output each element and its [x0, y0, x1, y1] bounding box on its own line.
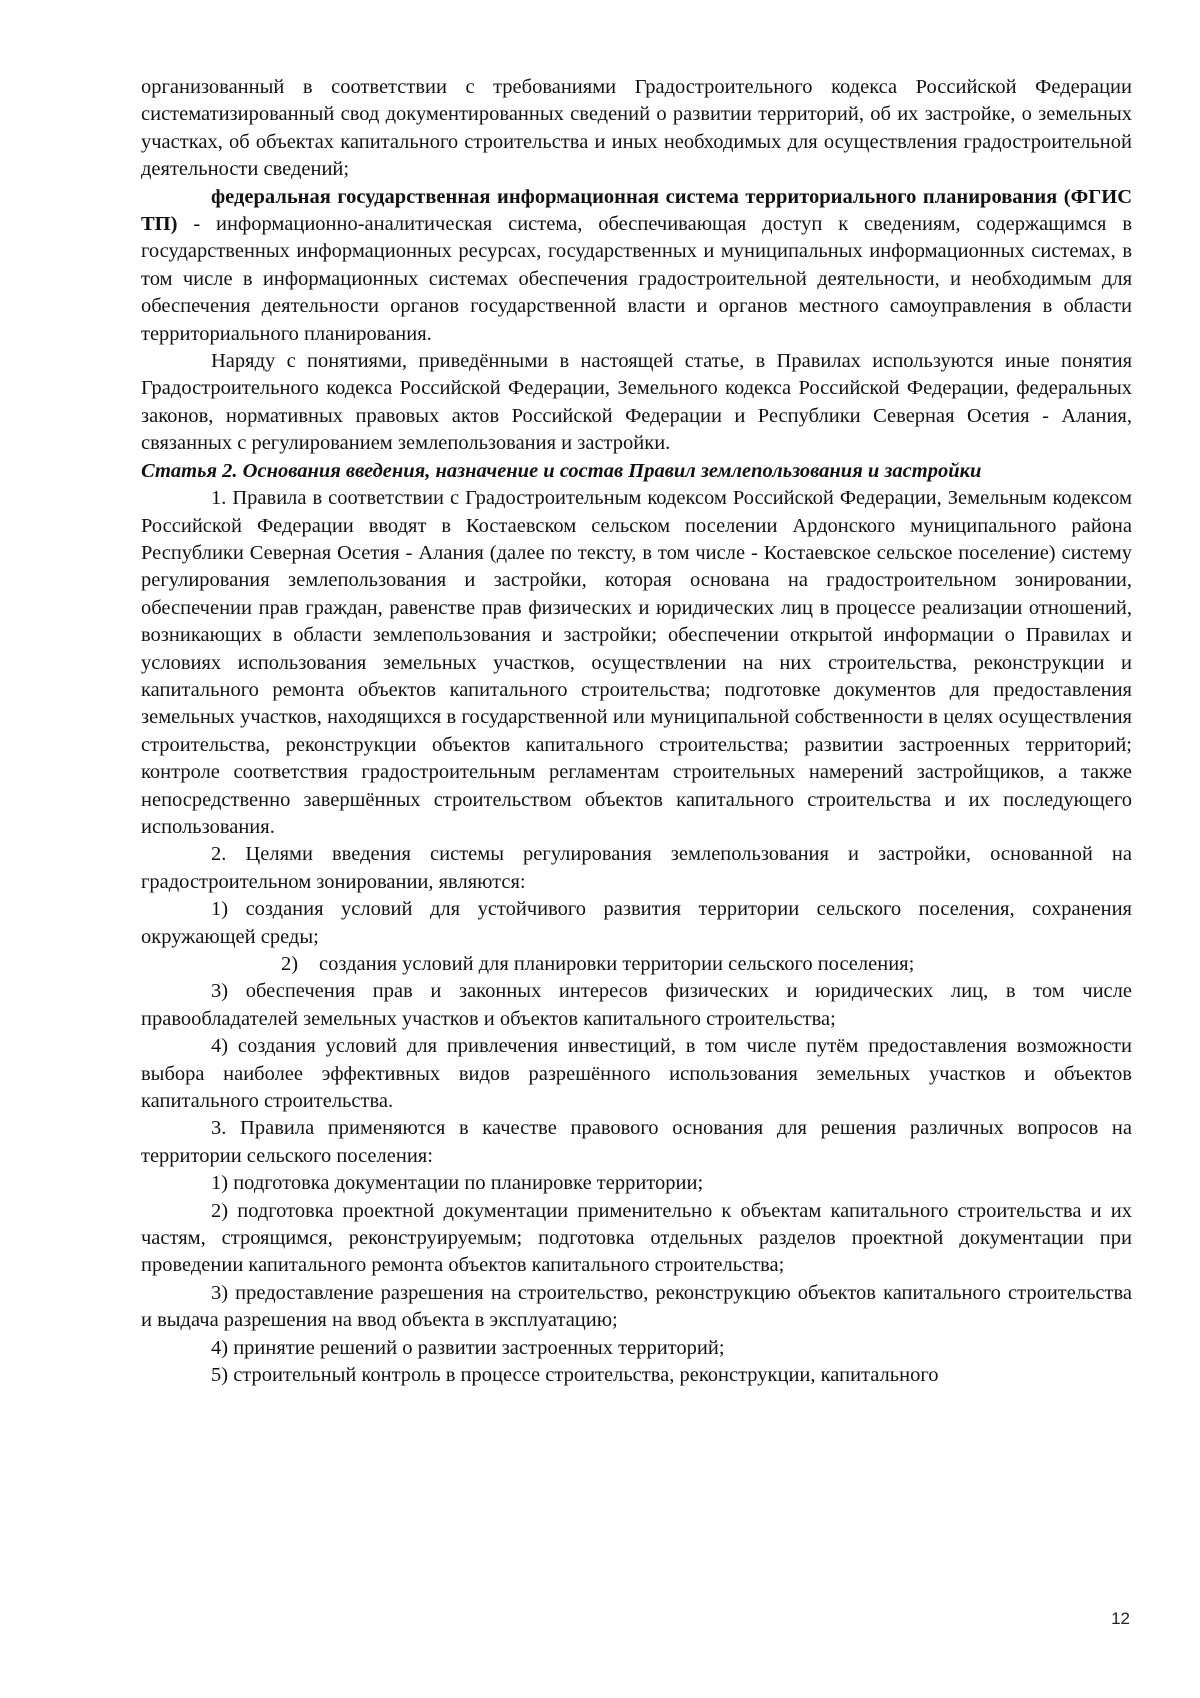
paragraph-other-concepts: Наряду с понятиями, приведёнными в настоящей статье, в Правилах используются иные понятия Градостроительного кодекса Российской Федерации, Земельного кодекса Российской Федерации, федеральных законов, нормативных правовых актов Российской Федерации и Республики Северная Осетия - Алания, связанных с регулированием землепользования и застройки.	[141, 350, 1132, 455]
document-page	[141, 74, 1132, 1390]
article-heading: Статья 2. Основания введения, назначение и состав Правил землепользования и застройки	[141, 459, 982, 482]
goal-item-3: 3) обеспечения прав и законных интересов физических и юридических лиц, в том числе правообладателей земельных участков и объектов капитального строительства;	[141, 980, 1132, 1030]
use-item-3: 3) предоставление разрешения на строительство, реконструкцию объектов капитального строительства и выдача разрешения на ввод объекта в эксплуатацию;	[141, 1281, 1132, 1332]
use-item-5: 5) строительный контроль в процессе строительства, реконструкции, капитального	[211, 1364, 939, 1387]
use-item-1: 1) подготовка документации по планировке территории;	[211, 1172, 704, 1195]
paragraph-registry-continuation: организованный в соответствии с требованиями Градостроительного кодекса Российской Федерации систематизированный свод документированных сведений о развитии территорий, об их застройке, о земельных участках, об объектах капитального строительства и иных необходимых для осуществления градостроительной деятельности сведений;	[141, 76, 1132, 181]
paragraph-3: 3. Правила применяются в качестве правового основания для решения различных вопросов на территории сельского поселения:	[141, 1117, 1132, 1167]
paragraph-2: 2. Целями введения системы регулирования землепользования и застройки, основанной на градостроительном зонировании, являются:	[141, 843, 1132, 893]
paragraph-fgis-definition	[141, 184, 1132, 348]
use-item-4: 4) принятие решений о развитии застроенных территорий;	[211, 1336, 725, 1359]
goal-item-2	[141, 951, 1132, 978]
goal-item-4: 4) создания условий для привлечения инвестиций, в том числе путём предоставления возможности выбора наиболее эффективных видов разрешённого использования земельных участков и объектов капитального строительства.	[141, 1035, 1132, 1113]
goal-item-1: 1) создания условий для устойчивого развития территории сельского поселения, сохранения окружающей среды;	[141, 898, 1132, 948]
paragraph-1: 1. Правила в соответствии с Градостроительным кодексом Российской Федерации, Земельным кодексом Российской Федерации вводят в Костаевском сельском поселении Ардонского муниципального района Республики Северная Осетия - Алания (далее по тексту, в том числе - Костаевское сельское поселение) систему регулирования землепользования и застройки, которая основана на градостроительном зонировании, обеспечении прав граждан, равенстве прав физических и юридических лиц в процессе реализации отношений, возникающих в области землепользования и застройки; обеспечении открытой информации о Правилах и условиях использования земельных участков, осуществлении на них строительства, реконструкции и капитального ремонта объектов капитального строительства; подготовке документов для предоставления земельных участков, находящихся в государственной или муниципальной собственности в целях осуществления строительства, реконструкции объектов капитального строительства; развитии застроенных территорий; контроле соответствия градостроительным регламентам строительных намерений застройщиков, а также непосредственно завершённых строительством объектов капитального строительства и их последующего использования.	[141, 487, 1132, 838]
goal-item-2-number: 2)	[281, 953, 299, 975]
fgis-term: федеральная государственная информационная система территориального планирования (ФГИС ТП)	[141, 185, 1132, 236]
use-item-2: 2) подготовка проектной документации применительно к объектам капитального строительства и их частям, строящимся, реконструируемым; подготовка отдельных разделов проектной документации при проведении капитального ремонта объектов капитального строительства;	[141, 1199, 1132, 1277]
page-number: 12	[1111, 1609, 1130, 1628]
fgis-definition-text: - информационно-аналитическая система, обеспечивающая доступ к сведениям, содержащимся в государственных информационных ресурсах, государственных и муниципальных информационных системах, в том числе в информационных системах обеспечения градостроительной деятельности, и необходимым для обеспечения деятельности органов государственной власти и органов местного самоуправления в области территориального планирования.	[141, 213, 1132, 345]
goal-item-2-text: создания условий для планировки территории сельского поселения;	[319, 953, 915, 975]
